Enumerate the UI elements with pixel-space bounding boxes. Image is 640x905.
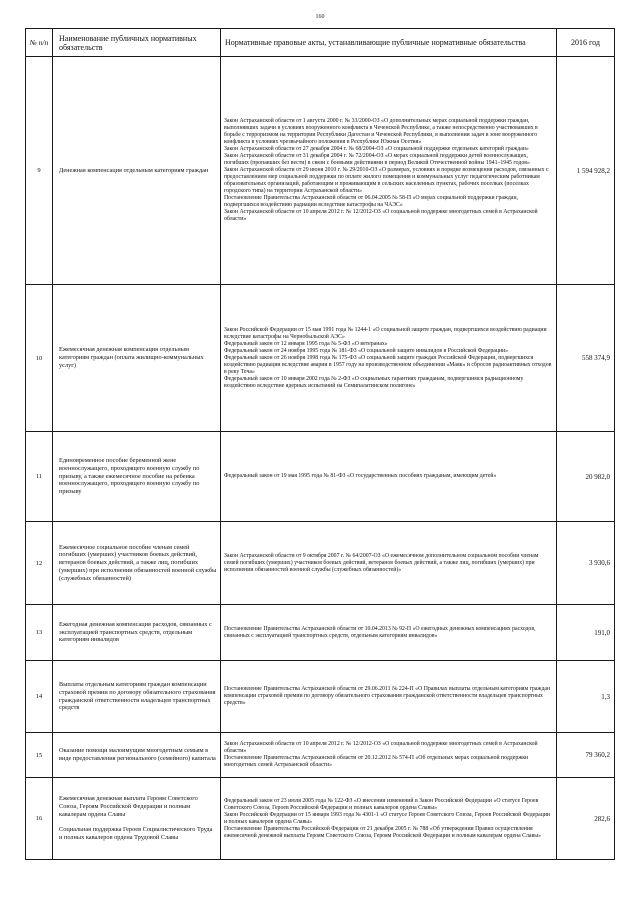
row-acts: Постановление Правительства Астраханской области от 10.04.2013 № 92-П «О ежегодных денежных компенсациях расходов, связанных с эксплуатацией транспортных средств, отдельным категориям инвалидов» [221, 605, 557, 661]
table-row [26, 661, 615, 733]
row-num: 12 [26, 522, 53, 605]
header-acts: Нормативные правовые акты, устанавливающие публичные нормативные обязательства [221, 29, 557, 57]
row-name: Денежная компенсация отдельным категориям граждан [53, 57, 221, 285]
row-amount: 191,0 [557, 605, 615, 661]
table-row [26, 605, 615, 661]
row-acts: Закон Российской Федерации от 15 мая 1991 года № 1244-1 «О социальной защите граждан, подвергшихся воздействию радиации вследствие катастрофы на Чернобыльской АЭС» Федеральный закон от 12 января 1995 года № 5-ФЗ «О ветеранах» Федеральный закон от 24 ноября 1995 года № 181-ФЗ «О социальной защите инвалидов в Российской Федерации» Федеральный закон от 26 ноября 1998 года № 175-ФЗ «О социальной защите граждан Российской Федерации, подвергшихся воздействию радиации вследствие аварии в 1957 году на производственном объединении «Маяк» и сбросов радиоактивных отходов в реку Теча» Федеральный закон от 10 января 2002 года № 2-ФЗ «О социальных гарантиях гражданам, подвергшимся радиационному воздействию вследствие ядерных испытаний на Семипалатинском полигоне» [221, 285, 557, 432]
row-num: 14 [26, 661, 53, 733]
row-num: 10 [26, 285, 53, 432]
row-acts: Закон Астраханской области от 10 апреля 2012 г. № 12/2012-ОЗ «О социальной поддержке многодетных семей в Астраханской области» Постановление Правительства Астраханской области от 20.12.2012 № 574-П «Об отдельных мерах социальной поддержки многодетных семей Астраханской области» [221, 733, 557, 778]
row-amount: 1,3 [557, 661, 615, 733]
row-name: Единовременное пособие беременной жене военнослужащего, проходящего военную службу по призыву, а также ежемесячное пособие на ребенка военнослужащего, проходящего военную службу по призыву [53, 432, 221, 522]
table-row [26, 733, 615, 778]
row-acts: Закон Астраханской области от 1 августа 2000 г. № 33/2000-ОЗ «О дополнительных мерах социальной поддержки граждан, выполнявших задачи в условиях вооруженного конфликта в Чеченской Республике, а также непосредственно участвовавших в борьбе с терроризмом на территории Республики Дагестан и Чеченской Республики, в выполнении задач в зоне вооруженного конфликта в условиях чрезвычайного положения в Республике Южная Осетия» Закон Астраханской области от 27 декабря 2004 г. № 68/2004-ОЗ «О социальной поддержке отдельных категорий граждан» Закон Астраханской области от 31 декабря 2004 г. № 72/2004-ОЗ «О мерах социальной поддержки детей военнослужащих, погибших (пропавших без вести) в связи с боевыми действиями в период Великой Отечественной войны 1941–1945 годов» Закон Астраханской области от 29 июня 2010 г. № 29/2010-ОЗ «О размерах, условиях и порядке возмещения расходов, связанных с предоставлением мер социальной поддержки по оплате жилого помещения и коммунальных услуг педагогическим работникам образовательных организаций, работающим и проживающим в сельских населенных пунктах, рабочих поселках (поселках городского типа) на территории Астраханской области» Постановление Правительства Астраханской области от 06.04.2005 № 58-П «О мерах социальной поддержки граждан, подвергшихся воздействию радиации вследствие катастрофы на ЧАЭС» Закон Астраханской области от 10 апреля 2012 г. № 12/2012-ОЗ «О социальной поддержке многодетных семей в Астраханской области» [221, 57, 557, 285]
header-name: Наименование публичных нормативных обязательств [53, 29, 221, 57]
row-acts: Постановление Правительства Астраханской области от 29.06.2011 № 224-П «О Правилах выплаты отдельным категориям граждан компенсации страховой премии по договору обязательного страхования гражданской ответственности владельцев транспортных средств» [221, 661, 557, 733]
row-name: Ежемесячное социальное пособие членам семей погибших (умерших) участников боевых действий, ветеранов боевых действий, а также лиц, погибших (умерших) при исполнении обязанностей военной службы (служебных обязанностей) [53, 522, 221, 605]
row-amount: 282,6 [557, 778, 615, 860]
row-amount: 3 930,6 [557, 522, 615, 605]
row-name: Выплаты отдельным категориям граждан компенсации страховой премии по договору обязательного страхования гражданской ответственности владельцев транспортных средств [53, 661, 221, 733]
table-row [26, 778, 615, 860]
table-row [26, 57, 615, 285]
row-num: 16 [26, 778, 53, 860]
row-acts: Федеральный закон от 19 мая 1995 года № 81-ФЗ «О государственных пособиях гражданам, имеющим детей» [221, 432, 557, 522]
row-num: 13 [26, 605, 53, 661]
table-row [26, 522, 615, 605]
page-number: 160 [315, 14, 325, 20]
row-name: Ежегодная денежная компенсация расходов, связанных с эксплуатацией транспортных средств, отдельным категориям инвалидов [53, 605, 221, 661]
row-name: Ежемесячная денежная компенсация отдельным категориям граждан (оплата жилищно-коммунальных услуг) [53, 285, 221, 432]
obligations-table [25, 28, 615, 860]
row-amount: 20 982,0 [557, 432, 615, 522]
row-name: Ежемесячная денежная выплата Героям Советского Союза, Героям Российской Федерации и полным кавалерам ордена Славы Социальная поддержка Героев Социалистического Труда и полных кавалеров ордена Трудовой Славы [53, 778, 221, 860]
row-amount: 1 594 928,2 [557, 57, 615, 285]
row-num: 11 [26, 432, 53, 522]
table-header-row [26, 29, 615, 57]
row-acts: Федеральный закон от 23 июля 2005 года № 122-ФЗ «О внесении изменений в Закон Российской Федерации «О статусе Героев Советского Союза, Героев Российской Федерации и полных кавалеров ордена Славы» Закон Российской Федерации от 15 января 1993 года № 4301-1 «О статусе Героев Советского Союза, Героев Российской Федерации и полных кавалеров ордена Славы» Постановление Правительства Российской Федерации от 21 декабря 2005 г. № 788 «Об утверждении Правил осуществления ежемесячной денежной выплаты Героям Советского Союза, Героям Российской Федерации и полным кавалерам ордена Славы» [221, 778, 557, 860]
header-year: 2016 год [557, 29, 615, 57]
row-amount: 79 360,2 [557, 733, 615, 778]
table-row [26, 432, 615, 522]
row-acts: Закон Астраханской области от 9 октября 2007 г. № 64/2007-ОЗ «О ежемесячном дополнительном социальном пособии членам семей погибших (умерших) участников боевых действий, ветеранов боевых действий, а также лиц, погибших (умерших) при исполнении обязанностей военной службы (служебных обязанностей)» [221, 522, 557, 605]
header-num: № п/п [26, 29, 53, 57]
row-num: 15 [26, 733, 53, 778]
row-num: 9 [26, 57, 53, 285]
row-name: Оказание помощи малоимущим многодетным семьям в виде предоставления регионального (семейного) капитала [53, 733, 221, 778]
table-row [26, 285, 615, 432]
row-amount: 558 374,9 [557, 285, 615, 432]
